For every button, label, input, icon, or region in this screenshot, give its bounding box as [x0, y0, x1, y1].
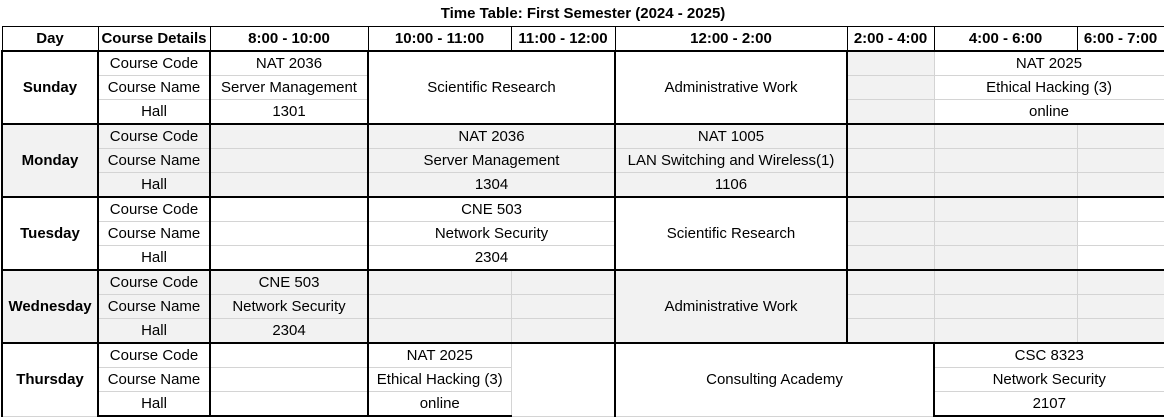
empty-cell	[210, 222, 368, 246]
tuesday-row-hall	[2, 246, 1164, 271]
hall: 2107	[934, 392, 1164, 417]
header-slot: 12:00 - 2:00	[615, 27, 847, 52]
row-label: Hall	[98, 246, 210, 271]
hall: online	[934, 100, 1164, 125]
row-label: Hall	[98, 100, 210, 125]
day-monday: Monday	[2, 124, 98, 197]
course-code: NAT 1005	[615, 124, 847, 149]
hall: 1301	[210, 100, 368, 125]
empty-cell	[847, 295, 934, 319]
empty-cell	[934, 149, 1077, 173]
activity-block: Consulting Academy	[615, 343, 934, 416]
row-label: Course Code	[98, 270, 210, 295]
monday-row-hall	[2, 173, 1164, 198]
course-name: LAN Switching and Wireless(1)	[615, 149, 847, 173]
empty-cell	[368, 295, 511, 319]
empty-cell	[511, 319, 615, 344]
course-code: CNE 503	[210, 270, 368, 295]
row-label: Course Name	[98, 368, 210, 392]
header-slot: 4:00 - 6:00	[934, 27, 1077, 52]
course-name: Server Management	[210, 76, 368, 100]
row-label: Course Name	[98, 76, 210, 100]
header-day: Day	[2, 27, 98, 52]
hall: 2304	[368, 246, 615, 271]
empty-cell	[210, 246, 368, 271]
empty-cell	[847, 124, 934, 149]
empty-cell	[934, 124, 1077, 149]
course-code: NAT 2025	[934, 51, 1164, 76]
course-name: Network Security	[934, 368, 1164, 392]
empty-cell	[847, 246, 934, 271]
empty-cell	[210, 368, 368, 392]
hall: 1106	[615, 173, 847, 198]
empty-cell	[210, 392, 368, 417]
header-course-details: Course Details	[98, 27, 210, 52]
empty-cell	[1077, 222, 1164, 246]
sunday-row-code	[2, 51, 1164, 76]
empty-cell	[1077, 246, 1164, 271]
header-slot: 11:00 - 12:00	[511, 27, 615, 52]
empty-cell	[934, 222, 1077, 246]
empty-cell	[847, 51, 934, 76]
empty-cell	[368, 270, 511, 295]
hall: 1304	[368, 173, 615, 198]
timetable-title: Time Table: First Semester (2024 - 2025)	[440, 5, 726, 22]
empty-cell	[511, 270, 615, 295]
wednesday-row-name	[2, 295, 1164, 319]
row-label: Hall	[98, 173, 210, 198]
empty-cell	[847, 100, 934, 125]
course-name: Ethical Hacking (3)	[934, 76, 1164, 100]
hall: 2304	[210, 319, 368, 344]
empty-cell	[210, 197, 368, 222]
empty-cell	[934, 295, 1077, 319]
empty-cell	[934, 270, 1077, 295]
empty-cell	[210, 149, 368, 173]
header-slot: 8:00 - 10:00	[210, 27, 368, 52]
empty-cell	[934, 173, 1077, 198]
row-label: Course Name	[98, 149, 210, 173]
row-label: Course Name	[98, 222, 210, 246]
empty-cell	[847, 197, 934, 222]
course-name: Server Management	[368, 149, 615, 173]
course-name: Network Security	[368, 222, 615, 246]
course-name: Ethical Hacking (3)	[368, 368, 511, 392]
course-code: NAT 2036	[368, 124, 615, 149]
day-tuesday: Tuesday	[2, 197, 98, 270]
hall: online	[368, 392, 511, 417]
activity-block: Administrative Work	[615, 51, 847, 124]
empty-cell	[847, 270, 934, 295]
empty-cell	[847, 149, 934, 173]
empty-cell	[1077, 197, 1164, 222]
empty-cell	[1077, 319, 1164, 344]
empty-cell	[1077, 173, 1164, 198]
course-name: Network Security	[210, 295, 368, 319]
empty-cell	[210, 124, 368, 149]
empty-cell	[368, 319, 511, 344]
header-slot: 2:00 - 4:00	[847, 27, 934, 52]
activity-block: Scientific Research	[368, 51, 615, 124]
empty-cell	[1077, 295, 1164, 319]
header-slot: 6:00 - 7:00	[1077, 27, 1164, 52]
course-code: CSC 8323	[934, 343, 1164, 368]
row-label: Hall	[98, 319, 210, 344]
course-code: NAT 2036	[210, 51, 368, 76]
empty-cell	[934, 319, 1077, 344]
header-slot: 10:00 - 11:00	[368, 27, 511, 52]
monday-row-name	[2, 149, 1164, 173]
empty-cell	[847, 319, 934, 344]
empty-cell	[847, 76, 934, 100]
course-code: CNE 503	[368, 197, 615, 222]
row-label: Course Code	[98, 197, 210, 222]
day-wednesday: Wednesday	[2, 270, 98, 343]
row-label: Course Code	[98, 343, 210, 368]
empty-cell	[1077, 124, 1164, 149]
tuesday-row-name	[2, 222, 1164, 246]
tuesday-row-code	[2, 197, 1164, 222]
activity-block: Scientific Research	[615, 197, 847, 270]
empty-cell	[1077, 270, 1164, 295]
day-sunday: Sunday	[2, 51, 98, 124]
thursday-row-code	[2, 343, 1164, 368]
timetable	[1, 1, 1164, 417]
row-label: Course Code	[98, 124, 210, 149]
empty-cell	[210, 173, 368, 198]
course-code: NAT 2025	[368, 343, 511, 368]
row-label: Course Code	[98, 51, 210, 76]
row-label: Hall	[98, 392, 210, 417]
empty-cell	[511, 343, 615, 416]
monday-row-code	[2, 124, 1164, 149]
empty-cell	[1077, 149, 1164, 173]
activity-block: Administrative Work	[615, 270, 847, 343]
wednesday-row-hall	[2, 319, 1164, 344]
row-label: Course Name	[98, 295, 210, 319]
header-row	[2, 27, 1164, 52]
empty-cell	[847, 173, 934, 198]
wednesday-row-code	[2, 270, 1164, 295]
empty-cell	[934, 197, 1077, 222]
empty-cell	[511, 295, 615, 319]
empty-cell	[934, 246, 1077, 271]
empty-cell	[210, 343, 368, 368]
empty-cell	[847, 222, 934, 246]
day-thursday: Thursday	[2, 343, 98, 416]
